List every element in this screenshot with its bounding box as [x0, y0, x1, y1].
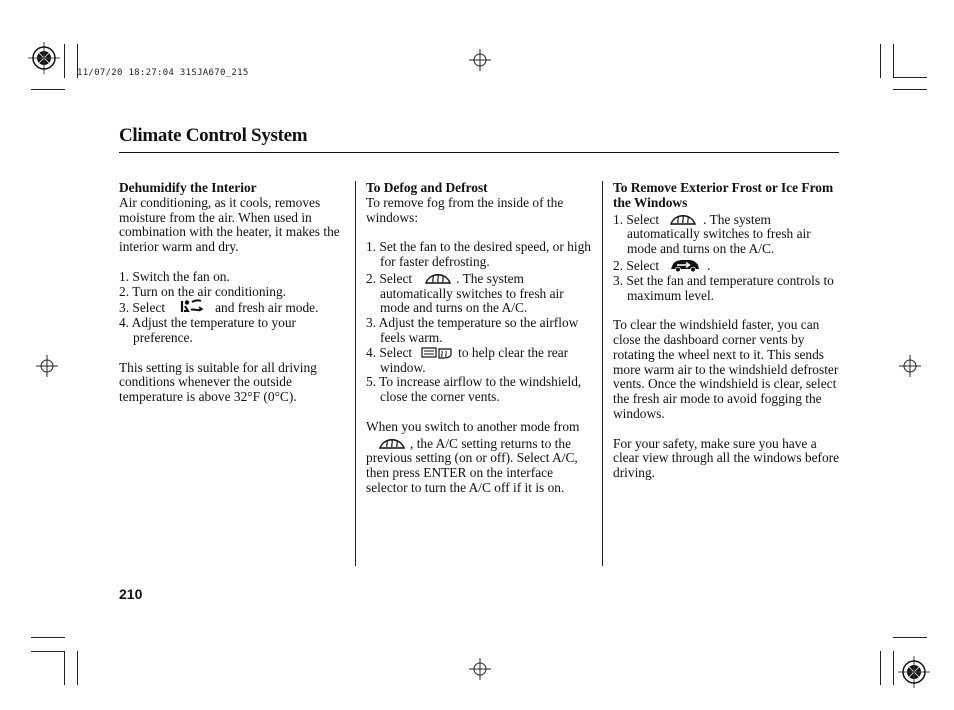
list-item: 5. To increase airflow to the windshield, close the corner vents.: [366, 374, 582, 405]
list-item: 3. Adjust the temperature so the airflow feels warm.: [366, 315, 579, 345]
note-suffix: , the A/C setting returns to the previous setting (on or off). Select A/C, then press ENTER on the interface selector to turn the A/C off if it is on.: [366, 435, 578, 495]
note-text: This setting is suitable for all driving conditions whenever the outside temperature is above 32°F (0°C).: [119, 359, 317, 405]
step-text: . The system automatically switches to fresh air mode and turns on the A/C.: [380, 270, 564, 316]
list-item: [613, 211, 841, 257]
front-defrost-icon: [424, 270, 452, 286]
step-text: . The system automatically switches to fresh air mode and turns on the A/C.: [627, 211, 811, 257]
column-exterior-frost: [613, 181, 841, 481]
heading-defog: To Defog and Defrost: [366, 180, 488, 195]
list-item: 4. Adjust the temperature to your preference.: [119, 315, 297, 345]
list-item: [613, 257, 841, 274]
step-text: 3. Select: [119, 300, 166, 316]
list-item: 2. Turn on the air conditioning.: [119, 283, 287, 299]
crosshair-target-icon: [469, 49, 491, 71]
rear-and-mirror-defrost-icon: [421, 346, 453, 360]
page-number: 210: [119, 586, 143, 602]
step-text: 4. Select: [366, 344, 413, 360]
crop-mark: [64, 44, 65, 78]
title-rule: [119, 152, 839, 153]
paragraph-text: For your safety, make sure you have a clear view through all the windows before driving.: [613, 435, 840, 481]
registration-mark-icon: [898, 656, 930, 688]
crop-mark: [893, 637, 927, 638]
column-dehumidify: [119, 181, 347, 405]
crop-mark: [893, 44, 894, 78]
section-title: Climate Control System: [119, 125, 308, 146]
print-stamp: 11/07/20 18:27:04 31SJA670_215: [77, 68, 249, 78]
crop-mark: [893, 77, 927, 78]
crop-mark: [64, 651, 65, 685]
note-text: [366, 420, 596, 496]
heading-exterior-frost: To Remove Exterior Frost or Ice From the Windows: [613, 180, 834, 210]
front-defrost-icon: [669, 211, 697, 227]
step-text: 2. Select: [613, 257, 660, 273]
column-divider: [602, 181, 603, 566]
step-text: .: [707, 257, 711, 273]
intro-text: Air conditioning, as it cools, removes moisture from the air. When used in combination with the heater, it makes the interior warm and dry.: [119, 194, 340, 255]
crosshair-target-icon: [469, 658, 491, 680]
intro-text: To remove fog from the inside of the windows:: [366, 194, 564, 225]
heading-dehumidify: Dehumidify the Interior: [119, 180, 257, 195]
list-item: [119, 299, 347, 316]
crosshair-target-icon: [36, 355, 58, 377]
column-defog: [366, 181, 596, 496]
crop-mark: [31, 651, 65, 652]
list-item: 1. Set the fan to the desired speed, or high for faster defrosting.: [366, 239, 591, 269]
list-item: 3. Set the fan and temperature controls to maximum level.: [613, 272, 834, 303]
crop-mark: [77, 651, 78, 685]
crop-mark: [893, 651, 894, 685]
step-text: 1. Select: [613, 211, 660, 227]
list-item: [366, 270, 596, 316]
crop-mark: [31, 89, 65, 90]
step-text: 2. Select: [366, 270, 413, 286]
list-item: [366, 346, 596, 376]
note-prefix: When you switch to another mode from: [366, 418, 580, 434]
paragraph-text: To clear the windshield faster, you can close the dashboard corner vents by rotating the wheel next to it. This sends more warm air to the windshield defroster vents. Once the windshield is clear, select the fresh air mode to avoid fogging the windows.: [613, 317, 839, 421]
crosshair-target-icon: [899, 355, 921, 377]
list-item: 1. Switch the fan on.: [119, 268, 230, 284]
column-divider: [355, 181, 356, 566]
crop-mark: [880, 44, 881, 78]
floor-and-defrost-mode-icon: [179, 299, 205, 315]
step-text: to help clear the rear window.: [380, 344, 569, 375]
crop-mark: [893, 89, 927, 90]
crop-mark: [880, 651, 881, 685]
crop-mark: [31, 637, 65, 638]
front-defrost-icon: [378, 435, 406, 451]
registration-mark-icon: [28, 42, 60, 74]
fresh-air-mode-icon: [669, 257, 701, 273]
step-text: and fresh air mode.: [215, 300, 319, 316]
